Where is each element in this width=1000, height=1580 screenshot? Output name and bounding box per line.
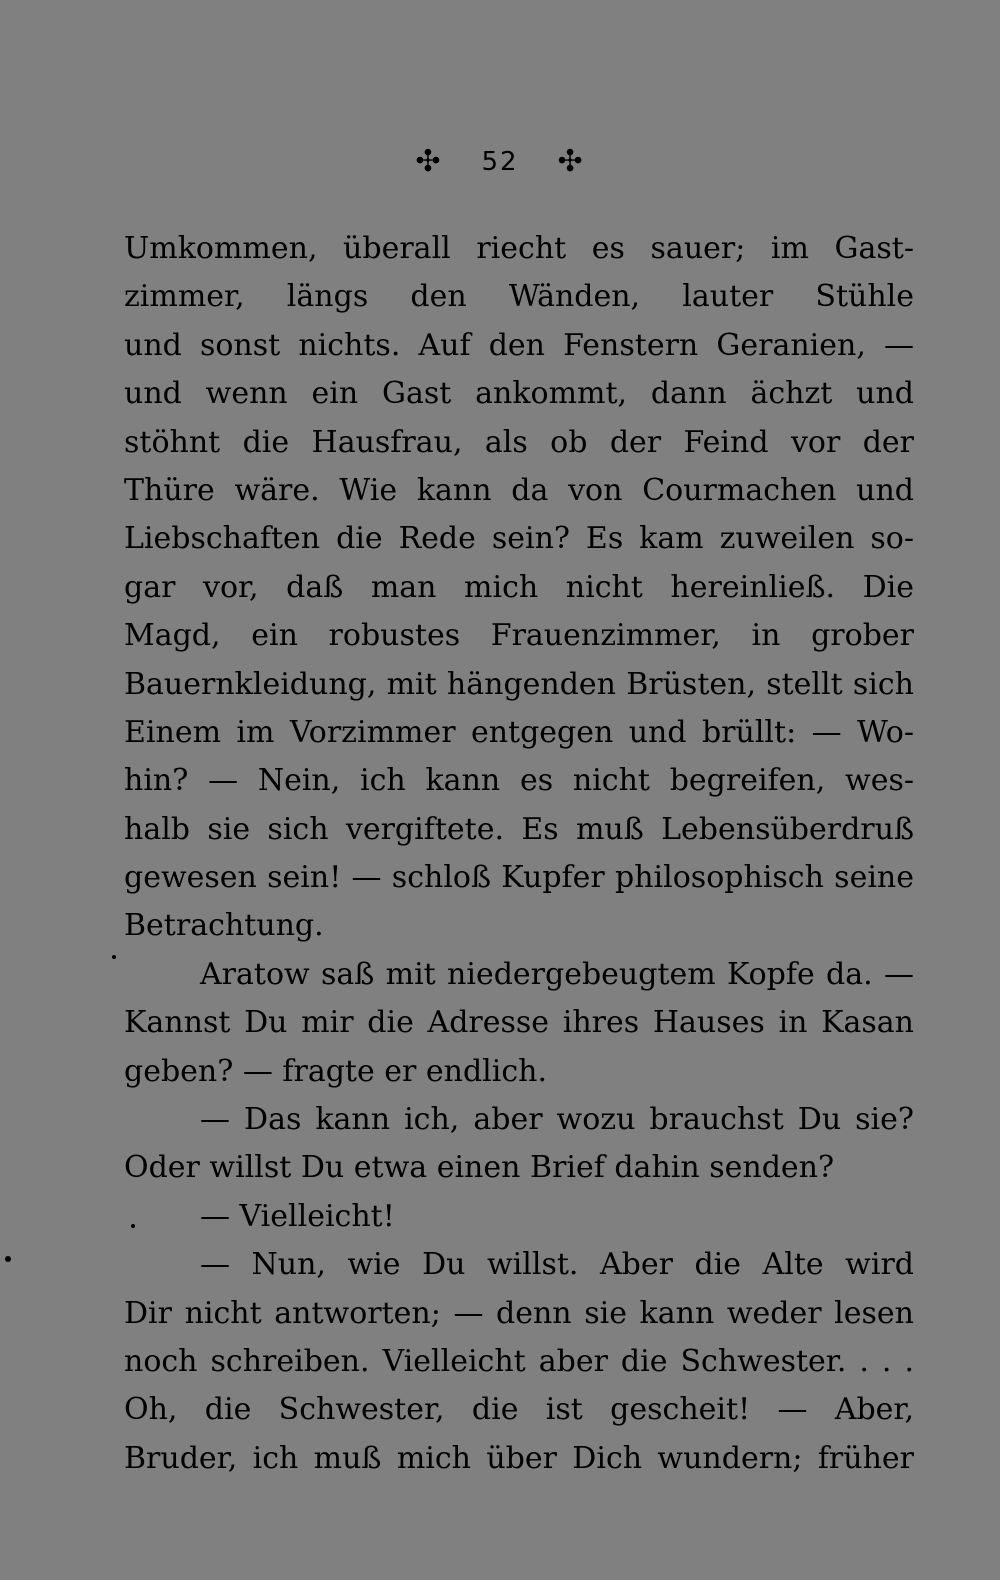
text-line: Oh, die Schwester, die ist gescheit! — Aber,: [124, 1392, 914, 1428]
text-line: gewesen sein! — schloß Kupfer philosophisch seine: [124, 860, 914, 896]
scan-speck: [5, 1256, 11, 1262]
text-line: — Vielleicht!: [200, 1198, 395, 1234]
page-number: 52: [481, 146, 519, 177]
text-line: noch schreiben. Vielleicht aber die Schwester. . . .: [124, 1343, 914, 1379]
text-line: Umkommen, überall riecht es sauer; im Gast-: [124, 231, 914, 266]
body-text: [124, 225, 914, 1483]
text-line: zimmer, längs den Wänden, lauter Stühle: [124, 279, 914, 315]
text-line: Liebschaften die Rede sein? Es kam zuweilen so-: [124, 521, 914, 557]
text-line: Kannst Du mir die Adresse ihres Hauses in Kasan: [124, 1005, 914, 1041]
text-line: Magd, ein robustes Frauenzimmer, in grober: [124, 618, 914, 654]
text-line: Betrachtung.: [124, 908, 324, 944]
text-line: stöhnt die Hausfrau, als ob der Feind vor der: [124, 424, 914, 460]
text-line: Dir nicht antworten; — denn sie kann weder lesen: [124, 1295, 914, 1331]
text-line: und wenn ein Gast ankommt, dann ächzt und: [124, 376, 914, 412]
ornament-left-icon: ✣: [415, 143, 443, 179]
text-line: hin? — Nein, ich kann es nicht begreifen, wes-: [124, 763, 914, 799]
text-line: — Nun, wie Du willst. Aber die Alte wird: [200, 1247, 914, 1283]
text-line: und sonst nichts. Auf den Fenstern Geranien, —: [124, 327, 914, 363]
scan-speck: [131, 1224, 135, 1228]
text-line: — Das kann ich, aber wozu brauchst Du sie?: [200, 1102, 914, 1138]
text-line: Thüre wäre. Wie kann da von Courmachen und: [124, 472, 914, 508]
text-line: gar vor, daß man mich nicht hereinließ. Die: [124, 569, 914, 605]
scan-speck: [112, 955, 116, 959]
text-line: Aratow saß mit niedergebeugtem Kopfe da. —: [200, 956, 914, 992]
text-line: halb sie sich vergiftete. Es muß Lebensüberdruß: [124, 811, 914, 847]
ornament-right-icon: ✣: [557, 143, 585, 179]
page-header: [0, 140, 1000, 182]
text-line: Bauernkleidung, mit hängenden Brüsten, stellt sich: [124, 666, 914, 702]
text-line: Bruder, ich muß mich über Dich wundern; früher: [124, 1440, 914, 1476]
text-line: Einem im Vorzimmer entgegen und brüllt: — Wo-: [124, 714, 914, 750]
text-line: Oder willst Du etwa einen Brief dahin senden?: [124, 1150, 835, 1186]
text-line: geben? — fragte er endlich.: [124, 1053, 548, 1089]
